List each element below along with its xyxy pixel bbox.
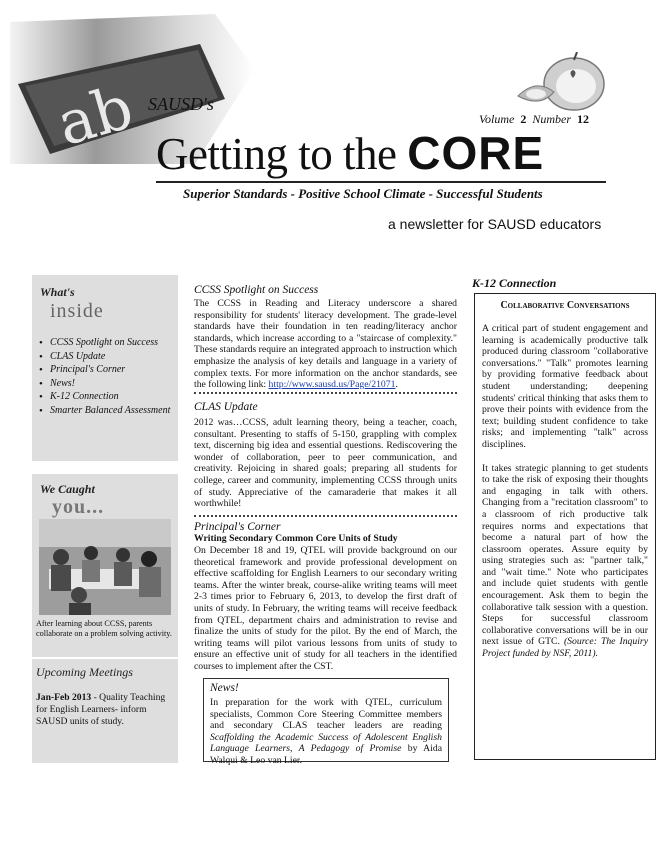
meeting-description: - Quality Teaching for English Learners- inform SAUSD units of study. xyxy=(36,692,166,727)
k12-box xyxy=(474,293,656,760)
toc-item[interactable]: • News! xyxy=(50,378,178,390)
subtitle: a newsletter for SAUSD educators xyxy=(388,216,602,232)
brand-label: SAUSD's xyxy=(148,94,214,114)
title-part1: Getting to the xyxy=(156,129,408,179)
spotlight-text: The CCSS in Reading and Literacy underscore a shared responsibility for students' literacy development. The grade-level standards have their foundation in ten reading/literacy anchor standards, which increase according to a "staircase of complexity." These standards require an integrated approach to instruction which emphasize the analysis of key details and language in a variety of complex texts. For more information on the anchor standards, see the following link: http://www.sausd.us/Page/21071. xyxy=(194,298,457,391)
upcoming-meetings-panel xyxy=(32,659,178,763)
k12-paragraph-text: It takes strategic planning to get students to take the risk of exposing their thoughts and engaging in talk with others. Changing from a "recitation classroom" to a classroom of rich productive talk requires norms and expectations that become a natural part of how the classroom operates. Assure equity by using strategies such as: "partner talk," and "wait time." Note who participates and include quiet students with gentle encouragement. Ask them to begin the collaborative talk session with a question. Steps for successful classroom collaborative conversations will be in our next issue of GTC. xyxy=(482,462,648,648)
meeting-date: Jan-Feb 2013 xyxy=(36,692,92,703)
newsletter-title xyxy=(156,128,544,179)
inside-heading: What's xyxy=(40,285,75,299)
number-label: Number xyxy=(532,112,571,126)
toc-item[interactable]: • Principal's Corner xyxy=(50,364,178,376)
k12-source: (Source: The Inquiry Project funded by NSF, 2011). xyxy=(482,636,649,660)
k12-box-title: Collaborative Conversations xyxy=(500,300,630,311)
toc-item[interactable]: • Smarter Balanced Assessment xyxy=(50,405,178,417)
k12-heading: K-12 Connection xyxy=(472,276,557,290)
clas-heading: CLAS Update xyxy=(194,401,258,413)
news-book-title: Scaffolding the Academic Success of Adolescent English Language Learners, A Pedagogy of Promise xyxy=(210,731,442,755)
photo-caption: After learning about CCSS, parents collaborate on a problem solving activity. xyxy=(36,619,172,638)
tagline: Superior Standards - Positive School Climate - Successful Students xyxy=(183,186,543,201)
news-text xyxy=(210,697,442,767)
whats-inside-panel xyxy=(32,275,178,461)
volume-number xyxy=(479,112,592,127)
number-value: 12 xyxy=(577,112,589,126)
parents-photo xyxy=(39,519,171,615)
title-core: CORE xyxy=(407,127,545,179)
toc-item[interactable]: • K-12 Connection xyxy=(50,391,178,403)
caught-heading-big: you... xyxy=(52,496,105,518)
k12-paragraph: A critical part of student engagement and learning is academically productive talk produced during classroom "collaborative conversations." "Talk" promotes learning by providing formative feedback about student understanding; deepening students' critical thinking that asks them to prove their points with evidence from the text; building student confidence to take risks; and implementing "talk" across disciplines. xyxy=(482,323,648,450)
principals-heading: Principal's Corner xyxy=(194,521,281,533)
spotlight-body: The CCSS in Reading and Literacy underscore a shared responsibility for students' literacy development. The grade-level standards have their foundation in ten reading/literacy anchor standards, which increase according to a "staircase of complexity." These standards require an integrated approach to instruction which emphasize the analysis of key details and language in a variety of complex texts. For more information on the anchor standards, see the following link: xyxy=(194,298,457,391)
toc-item[interactable]: • CLAS Update xyxy=(50,351,178,363)
meetings-text xyxy=(36,692,172,728)
volume-label: Volume xyxy=(479,112,515,126)
news-text-part1: In preparation for the work with QTEL, curriculum specialists, Common Core Steering Committee members and secondary CLAS teacher leaders are reading xyxy=(210,697,442,732)
clas-text: 2012 was…CCSS, adult learning theory, being a teacher, coach, consultant. Presenting to staffs of 5-150, grappling with complex text, discerning big idea and essential questions. Rediscovering the wonder of collaboration, peer to peer communication, and creativity. Rejoicing in shared goals; preparing all students for college, career and community, implementing CCSS through units of study. Appreciative of the camaraderie that makes it all worthwhile! xyxy=(194,417,457,510)
toc-item[interactable]: • CCSS Spotlight on Success xyxy=(50,337,178,349)
anchor-standards-link[interactable]: http://www.sausd.us/Page/21071 xyxy=(268,379,396,391)
we-caught-you-panel xyxy=(32,474,178,657)
news-heading: News! xyxy=(210,682,239,694)
volume-value: 2 xyxy=(520,112,527,126)
chalk-letters: ab xyxy=(49,72,141,161)
principals-subheading: Writing Secondary Common Core Units of Study xyxy=(194,533,398,544)
k12-paragraph xyxy=(482,463,648,660)
news-box xyxy=(203,678,449,766)
spotlight-heading: CCSS Spotlight on Success xyxy=(194,284,319,296)
k12-body xyxy=(482,323,648,660)
meetings-heading: Upcoming Meetings xyxy=(36,665,133,679)
apple-icon xyxy=(514,52,610,114)
title-rule xyxy=(156,181,606,183)
principals-text: On December 18 and 19, QTEL will provide background on our theoretical framework and provide professional development on effective scaffolding for English Learners to our secondary writing teams. After the winter break, course-alike writing teams will meet 2-3 times prior to February 6, 2013, to develop the first draft of units of study. In February, the writing teams will receive feedback from QTEL, department chairs and administration to revise and finalize the units of study for the pilot. By the end of March, the writing teams will pilot various lessons from units of study to ensure an effective unit of study for all teachers in the identified courses to implement after the CST. xyxy=(194,545,457,672)
inside-heading-big: inside xyxy=(50,300,104,322)
section-divider xyxy=(194,392,457,394)
section-divider xyxy=(194,515,457,517)
news-text-part2: by Aida Walqui & Leo van Lier. xyxy=(210,743,442,766)
caught-heading: We Caught xyxy=(40,482,95,496)
table-of-contents xyxy=(32,337,178,417)
